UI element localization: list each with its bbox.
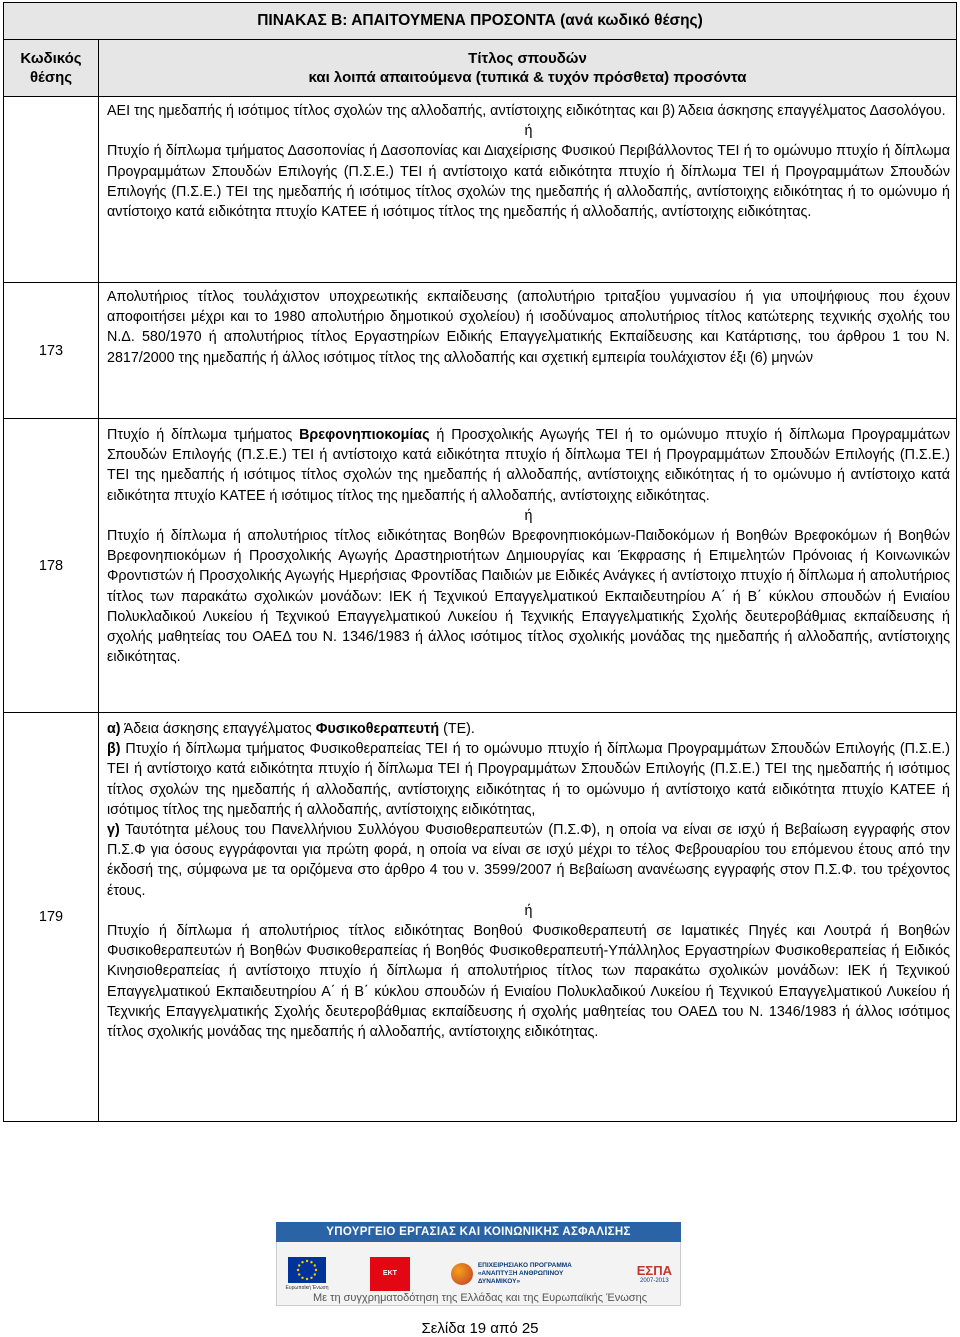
eu-caption: Ευρωπαϊκή Ένωση xyxy=(285,1284,329,1291)
row-paragraph: Πτυχίο ή δίπλωμα ή απολυτήριος τίτλος ειδικότητας Βοηθών Βρεφονηπιοκόμων-Παιδοκόμων ή Βοηθών Βρεφοκόμων ή Βοηθών Βρεφονηπιοκόμων ή Προσχολικής Αγωγής Δραστηριοτήτων Δημιουργίας και Έκφρασης ή Επιμελητών Πρόνοιας ή Κοινωνικών Φροντιστών ή Προσχολικής Αγωγής Ημερήσιας Φροντίδας Παιδιών με Ειδικές Ανάγκες ή αντίστοιχο πτυχίο ή δίπλωμα ή απολυτήριος τίτλος των παρακάτω σχολικών μονάδων: ΙΕΚ ή Τεχνικού Επαγγελματικού Εκπαιδευτηρίου Α΄ ή Β΄ κύκλου σπουδών ή Ενιαίου Πολυκλαδικού Λυκείου ή Τεχνικού Επαγγελματικού Λυκείου ή Τεχνικής Επαγγελματικής Σχολής δευτεροβάθμιας εκπαίδευσης ή σχολής μαθητείας του ΟΑΕΔ του Ν. 1346/1983 ή άλλος ισότιμος τίτλος σχολικής μονάδας της ημεδαπής ή αλλοδαπής, αντίστοιχης ειδικότητας. xyxy=(107,528,950,666)
espa-label: ΕΣΠΑ xyxy=(636,1263,672,1278)
row-code: 178 xyxy=(4,419,99,712)
table-row xyxy=(3,97,957,283)
row-description xyxy=(99,97,956,282)
table-row xyxy=(3,713,957,1122)
cofinancing-caption: Με τη συγχρηματοδότηση της Ελλάδας και της Ευρωπαϊκής Ένωσης xyxy=(312,1292,648,1304)
operational-programme-logo xyxy=(451,1262,596,1286)
row-paragraph: Απολυτήριος τίτλος τουλάχιστον υποχρεωτικής εκπαίδευσης (απολυτήριο τριταξίου γυμνασίου ή για υποψήφιους που έχουν αποφοιτήσει μέχρι και το 1980 απολυτήριο δημοτικού σχολείου) ή ισοδύναμος απολυτήριος τίτλος κατώτερης τεχνικής σχολής του Ν.Δ. 580/1970 ή απολυτήριος τίτλος Εργαστηρίων Ειδικής Επαγγελματικής Εκπαίδευσης και Κατάρτισης, του άρθρου 1 του Ν. 2817/2000 της ημεδαπής ή άλλος ισότιμος τίτλος της αλλοδαπής και σχετική εμπειρία τουλάχιστον έξι (6) μηνών xyxy=(107,289,950,366)
table-row xyxy=(3,283,957,419)
row-paragraph xyxy=(107,425,950,506)
bold-term: Βρεφονηπιοκομίας xyxy=(299,427,430,443)
row-paragraph: Πτυχίο ή δίπλωμα τμήματος Δασοπονίας ή Δασοπονίας και Διαχείρισης Φυσικού Περιβάλλοντος ΤΕΙ ή το ομώνυμο πτυχίο ή δίπλωμα Προγραμμάτων Σπουδών Επιλογής (Π.Σ.Ε.) ΤΕΙ ή αντίστοιχο κατά ειδικότητα πτυχίο ή δίπλωμα ΤΕΙ ή Προγραμμάτων Σπουδών Επιλογής (Π.Σ.Ε.) ΤΕΙ της ημεδαπής ή ισότιμος τίτλος σχολών της ημεδαπής ή αλλοδαπής, αντίστοιχης ειδικότητας ή το ομώνυμο ή αντίστοιχο κατά ειδικότητα πτυχίο ΚΑΤΕΕ ή ισότιμος τίτλος της ημεδαπής ή αλλοδαπής, αντίστοιχης ειδικότητας. xyxy=(107,143,950,221)
row-code: 179 xyxy=(4,713,99,1121)
header-code-line2: θέσης xyxy=(29,69,73,86)
or-separator: ή xyxy=(524,902,533,919)
row-code: 173 xyxy=(4,283,99,418)
row-paragraph xyxy=(107,820,950,901)
table-header xyxy=(3,39,957,97)
header-desc-line2: και λοιπά απαιτούμενα (τυπικά & τυχόν πρόσθετα) προσόντα xyxy=(308,69,747,86)
row-code xyxy=(4,97,99,282)
row-paragraph xyxy=(107,739,950,820)
ministry-title: ΥΠΟΥΡΓΕΙΟ ΕΡΓΑΣΙΑΣ ΚΑΙ ΚΟΙΝΩΝΙΚΗΣ ΑΣΦΑΛΙΣΗΣ xyxy=(276,1222,681,1242)
item-label: β) xyxy=(107,741,121,758)
eu-flag-icon xyxy=(288,1257,326,1283)
text-run: Ταυτότητα μέλους του Πανελλήνιου Συλλόγου Φυσιοθεραπευτών (Π.Σ.Φ), η οποία να είναι σε ισχύ ή Βεβαίωση εγγραφής στον Π.Σ.Φ για όσους εγγράφονται για πρώτη φορά, η οποία να είναι σε ισχύ μέχρι το τέλος Φεβρουαρίου του επόμενου έτους από την έκδοσή της, σύμφωνα με τα οριζόμενα στο άρθρο 4 του ν. 3599/2007 ή Βεβαίωση ανανέωσης εγγραφής στον Π.Σ.Φ. του τρέχοντος έτους. xyxy=(107,822,950,899)
requirements-table xyxy=(3,2,957,1122)
page-number: Σελίδα 19 από 25 xyxy=(421,1320,539,1337)
programme-name: ΕΠΙΧΕΙΡΗΣΙΑΚΟ ΠΡΟΓΡΑΜΜΑ «ΑΝΑΠΤΥΞΗ ΑΝΘΡΩΠΙΝΟΥ ΔΥΝΑΜΙΚΟΥ» xyxy=(477,1261,572,1285)
eu-logo xyxy=(285,1257,329,1291)
table-title-text: ΠΙΝΑΚΑΣ Β: ΑΠΑΙΤΟΥΜΕΝΑ ΠΡΟΣΟΝΤΑ (ανά κωδικό θέσης) xyxy=(257,12,703,29)
header-description-cell xyxy=(99,40,956,96)
esf-logo: ΕΚΤ xyxy=(370,1257,410,1291)
item-label: α) xyxy=(107,721,121,737)
table-title xyxy=(3,2,957,39)
row-paragraph: ΑΕΙ της ημεδαπής ή ισότιμος τίτλος σχολών της αλλοδαπής, αντίστοιχης ειδικότητας και β) Άδεια άσκησης επαγγέλματος Δασολόγου. xyxy=(107,103,946,119)
row-description xyxy=(99,419,956,712)
header-desc-line1: Τίτλος σπουδών xyxy=(468,50,587,67)
header-code-line1: Κωδικός xyxy=(20,50,82,67)
text-run: Πτυχίο ή δίπλωμα τμήματος Φυσικοθεραπείας ΤΕΙ ή το ομώνυμο πτυχίο ή δίπλωμα Προγραμμάτων Σπουδών Επιλογής (Π.Σ.Ε.) ΤΕΙ ή αντίστοιχο κατά ειδικότητα πτυχίο ή δίπλωμα ΤΕΙ ή Προγραμμάτων Σπουδών Επιλογής (Π.Σ.Ε.) ΤΕΙ της ημεδαπής ή ισότιμος τίτλος σχολών της ημεδαπής ή αλλοδαπής, αντίστοιχης ειδικότητας ή το ομώνυμο ή αντίστοιχο κατά ειδικότητα πτυχίο ΚΑΤΕΕ ή ισότιμος τίτλος της ημεδαπής ή αλλοδαπής, αντίστοιχης ειδικότητας, xyxy=(107,741,950,818)
espa-years: 2007-2013 xyxy=(639,1278,669,1284)
programme-mark-icon xyxy=(451,1263,473,1285)
table-row xyxy=(3,419,957,713)
row-paragraph: Πτυχίο ή δίπλωμα ή απολυτήριος τίτλος ειδικότητας Βοηθού Φυσικοθεραπευτή σε Ιαματικές Πηγές και Λουτρά ή Βοηθών Φυσικοθεραπευτών ή Βοηθών Φυσικοθεραπείας ή Βοηθός Φυσικοθεραπευτή-Υπάλληλος Εργαστηρίων Φυσικοθεραπείας ή Ειδικός Κινησιοθεραπείας ή αντίστοιχο πτυχίο ή δίπλωμα ή απολυτήριος τίτλος των παρακάτω σχολικών μονάδων: ΙΕΚ ή Τεχνικού Επαγγελματικού Εκπαιδευτηρίου Α΄ ή Β΄ κύκλου σπουδών ή Ενιαίου Πολυκλαδικού Λυκείου ή Τεχνικού Επαγγελματικού Λυκείου ή Τεχνικής Επαγγελματικής Σχολής δευτεροβάθμιας εκπαίδευσης ή σχολής μαθητείας του ΟΑΕΔ του Ν. 1346/1983 ή άλλος ισότιμος τίτλος σχολικής μονάδας της ημεδαπής ή αλλοδαπής, αντίστοιχης ειδικότητας. xyxy=(107,923,950,1041)
row-description xyxy=(99,283,956,418)
text-run: ή Προσχολικής Αγωγής ΤΕΙ ή το ομώνυμο πτυχίο ή δίπλωμα Προγραμμάτων Σπουδών Επιλογής (Π.Σ.Ε.) ΤΕΙ ή αντίστοιχο κατά ειδικότητα πτυχίο ή δίπλωμα ΤΕΙ ή Προγραμμάτων Σπουδών Επιλογής (Π.Σ.Ε.) ΤΕΙ της ημεδαπής ή ισότιμος τίτλος σχολών της ημεδαπής ή αλλοδαπής, αντίστοιχης ειδικότητας ή το ομώνυμο ή αντίστοιχο κατά ειδικότητα πτυχίο ΚΑΤΕΕ ή ισότιμος τίτλος της ημεδαπής ή αλλοδαπής, αντίστοιχης ειδικότητας. xyxy=(107,427,950,504)
row-paragraph xyxy=(107,719,950,739)
or-separator: ή xyxy=(524,507,533,524)
text-run: Άδεια άσκησης επαγγέλματος xyxy=(120,721,316,737)
espa-logo xyxy=(637,1263,672,1284)
or-separator: ή xyxy=(524,123,533,140)
text-run: Πτυχίο ή δίπλωμα τμήματος xyxy=(107,427,300,443)
text-run: (ΤΕ). xyxy=(439,721,475,737)
header-code-cell xyxy=(4,40,99,96)
row-description xyxy=(99,713,956,1121)
bold-term: Φυσικοθεραπευτή xyxy=(315,721,440,737)
item-label: γ) xyxy=(107,822,120,839)
